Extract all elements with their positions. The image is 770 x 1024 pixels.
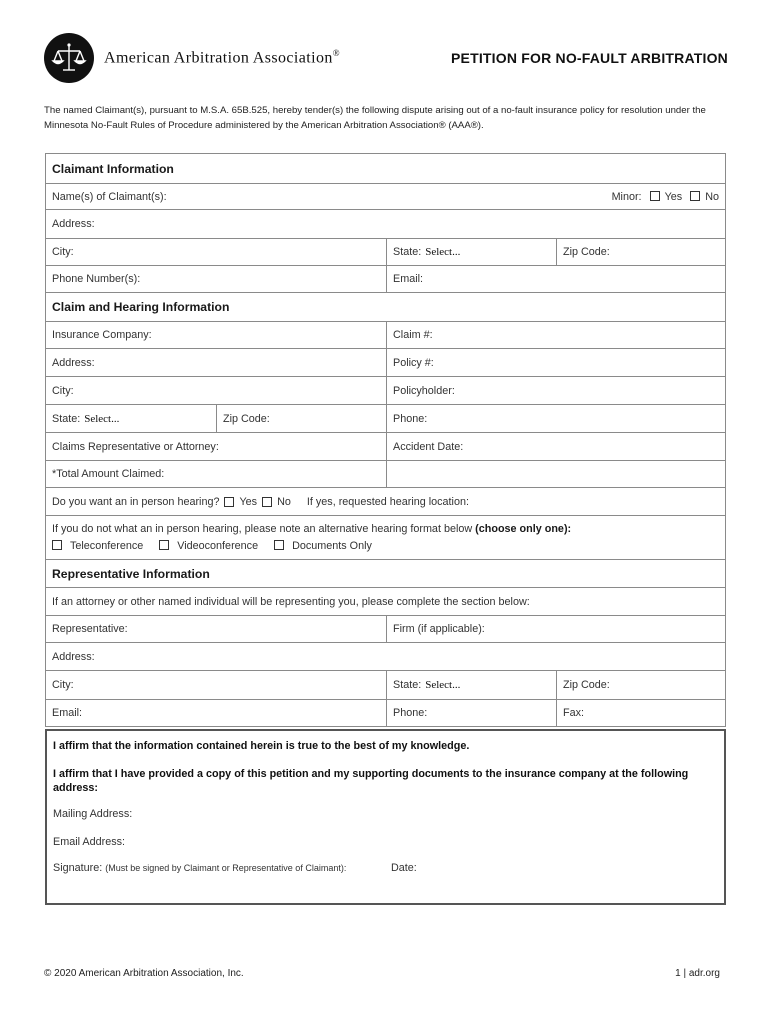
alt-format-row	[46, 515, 725, 559]
minor-group: Minor: Yes No	[611, 190, 719, 203]
section-title: Claimant Information	[52, 161, 174, 176]
hearing-yes-checkbox[interactable]	[224, 497, 234, 507]
rep-address-field[interactable]: Address:	[52, 650, 95, 663]
footer-copyright: © 2020 American Arbitration Association, Inc.	[44, 968, 244, 979]
insurer-zip-field[interactable]: Zip Code:	[216, 405, 386, 432]
document-title: PETITION FOR NO-FAULT ARBITRATION	[451, 50, 728, 66]
policy-number-field[interactable]: Policy #:	[386, 349, 725, 376]
rep-email-row	[46, 699, 725, 726]
videoconference-checkbox[interactable]	[159, 540, 169, 550]
total-claimed-row	[46, 460, 725, 487]
alt-format-options: Teleconference Videoconference Documents Only	[52, 540, 380, 552]
insurer-address-field[interactable]: Address:	[52, 356, 95, 369]
affirmation-box	[45, 729, 726, 905]
policyholder-field[interactable]: Policyholder:	[386, 377, 725, 404]
claimant-state-select[interactable]: State: Select...	[386, 239, 556, 265]
claimant-names-row	[46, 183, 725, 209]
intro-paragraph: The named Claimant(s), pursuant to M.S.A. 65B.525, hereby tender(s) the following dispute arising out of a no-fault insurance policy for resolution under the Minnesota No-Fault Rules of Procedure administered by the American Arbitration Association® (AAA®).	[44, 105, 706, 131]
page-header	[44, 33, 728, 83]
rep-phone-field[interactable]: Phone:	[386, 700, 556, 726]
insurer-city-row	[46, 376, 725, 404]
footer-page-number: 1 | adr.org	[675, 968, 720, 979]
rep-email-field[interactable]: Email:	[52, 707, 82, 719]
aaa-logo	[44, 33, 94, 83]
teleconference-checkbox[interactable]	[52, 540, 62, 550]
rep-state-select[interactable]: State: Select...	[386, 671, 556, 699]
claimant-address-field[interactable]: Address:	[52, 218, 95, 230]
claimant-city-row	[46, 238, 725, 265]
rep-fax-field[interactable]: Fax:	[556, 700, 725, 726]
claimant-address-row	[46, 209, 725, 238]
claimant-city-field[interactable]: City:	[52, 246, 74, 258]
representative-field[interactable]: Representative:	[52, 623, 128, 635]
insurer-address-row	[46, 348, 725, 376]
total-claimed-field[interactable]: *Total Amount Claimed:	[52, 468, 165, 480]
field-label: Name(s) of Claimant(s):	[52, 190, 167, 203]
minor-no-checkbox[interactable]	[690, 191, 700, 201]
claimant-phone-row	[46, 265, 725, 292]
insurer-phone-field[interactable]: Phone:	[386, 405, 725, 432]
claimant-zip-field[interactable]: Zip Code:	[556, 239, 725, 265]
claims-rep-row	[46, 432, 725, 460]
organization-name: American Arbitration Association®	[104, 48, 341, 67]
email-address-field[interactable]: Email Address:	[53, 836, 126, 848]
alt-format-group	[46, 516, 725, 559]
claimant-email-field[interactable]: Email:	[386, 266, 725, 292]
claim-number-field[interactable]: Claim #:	[386, 322, 725, 348]
documents-only-checkbox[interactable]	[274, 540, 284, 550]
total-claimed-blank	[386, 461, 725, 487]
signature-field[interactable]: Signature: (Must be signed by Claimant or Representative of Claimant):	[53, 862, 347, 874]
insurer-city-field[interactable]: City:	[52, 384, 74, 397]
rep-section-header	[46, 559, 725, 587]
insurer-state-select[interactable]: State: Select...	[52, 412, 120, 425]
rep-note-row	[46, 587, 725, 615]
claimant-phone-field[interactable]: Phone Number(s):	[52, 273, 141, 285]
insurance-company-field[interactable]: Insurance Company:	[52, 329, 152, 341]
representative-row	[46, 615, 725, 642]
firm-field[interactable]: Firm (if applicable):	[386, 616, 725, 642]
scales-of-justice-icon	[44, 33, 94, 83]
claim-section-header	[46, 292, 725, 321]
hearing-question: Do you want an in person hearing? Yes No If yes, requested hearing location:	[52, 495, 469, 508]
section-title: Representative Information	[52, 566, 210, 581]
claimant-section-header	[46, 154, 725, 183]
section-title: Claim and Hearing Information	[52, 300, 230, 314]
insurer-state-row	[46, 404, 725, 432]
rep-note: If an attorney or other named individual will be representing you, please complete the section below:	[52, 595, 530, 608]
claims-rep-field[interactable]: Claims Representative or Attorney:	[52, 440, 219, 453]
petition-form	[45, 153, 726, 727]
rep-city-row	[46, 670, 725, 699]
hearing-location-field[interactable]: If yes, requested hearing location:	[306, 495, 469, 508]
date-field[interactable]: Date:	[391, 862, 417, 874]
insurance-row	[46, 321, 725, 348]
alt-format-question: If you do not what an in person hearing, please note an alternative hearing format below (choose only one):	[52, 523, 572, 535]
accident-date-field[interactable]: Accident Date:	[386, 433, 725, 460]
rep-zip-field[interactable]: Zip Code:	[556, 671, 725, 699]
mailing-address-field[interactable]: Mailing Address:	[53, 808, 133, 820]
affirm-statement-2: I affirm that I have provided a copy of this petition and my supporting documents to the insurance company at the following address:	[53, 768, 689, 794]
hearing-row	[46, 487, 725, 515]
claimant-names-field[interactable]	[46, 184, 725, 209]
hearing-no-checkbox[interactable]	[262, 497, 272, 507]
rep-city-field[interactable]: City:	[52, 679, 74, 691]
minor-yes-checkbox[interactable]	[650, 191, 660, 201]
affirm-statement-1: I affirm that the information contained herein is true to the best of my knowledge.	[53, 740, 470, 752]
rep-address-row	[46, 642, 725, 670]
